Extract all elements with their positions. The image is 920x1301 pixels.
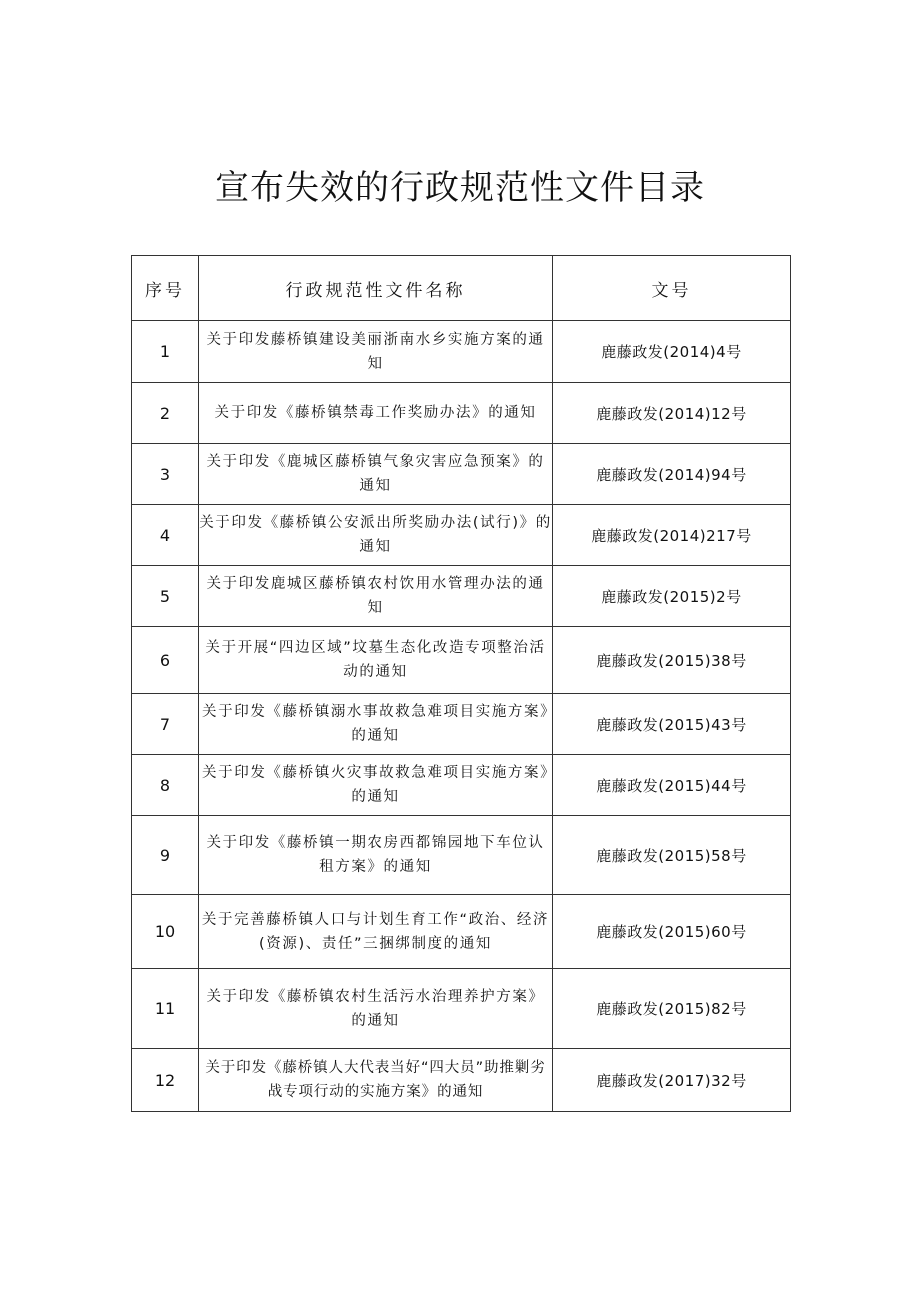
row-seq: 4	[132, 505, 199, 566]
row-seq: 10	[132, 895, 199, 969]
row-name: 关于印发藤桥镇建设美丽浙南水乡实施方案的通知	[199, 321, 553, 383]
row-number: 鹿藤政发(2015)38号	[553, 627, 791, 694]
document-table	[131, 255, 791, 1112]
row-number: 鹿藤政发(2015)58号	[553, 816, 791, 895]
row-number: 鹿藤政发(2015)60号	[553, 895, 791, 969]
header-seq: 序号	[132, 256, 199, 321]
table-row	[132, 505, 791, 566]
row-seq: 9	[132, 816, 199, 895]
header-number: 文号	[553, 256, 791, 321]
table-row	[132, 755, 791, 816]
row-number: 鹿藤政发(2017)32号	[553, 1049, 791, 1112]
table-row	[132, 1049, 791, 1112]
row-name: 关于印发《藤桥镇农村生活污水治理养护方案》的通知	[199, 969, 553, 1049]
row-number: 鹿藤政发(2014)12号	[553, 383, 791, 444]
row-name: 关于印发《藤桥镇一期农房西都锦园地下车位认租方案》的通知	[199, 816, 553, 895]
row-number: 鹿藤政发(2015)44号	[553, 755, 791, 816]
row-number: 鹿藤政发(2014)4号	[553, 321, 791, 383]
row-name: 关于印发《鹿城区藤桥镇气象灾害应急预案》的通知	[199, 444, 553, 505]
row-number: 鹿藤政发(2014)94号	[553, 444, 791, 505]
table-row	[132, 895, 791, 969]
row-name: 关于开展“四边区域”坟墓生态化改造专项整治活动的通知	[199, 627, 553, 694]
row-seq: 3	[132, 444, 199, 505]
row-name: 关于印发《藤桥镇公安派出所奖励办法(试行)》的通知	[199, 505, 553, 566]
table-row	[132, 566, 791, 627]
row-number: 鹿藤政发(2015)2号	[553, 566, 791, 627]
table-header-row	[132, 256, 791, 321]
row-name: 关于印发《藤桥镇火灾事故救急难项目实施方案》的通知	[199, 755, 553, 816]
row-number: 鹿藤政发(2015)43号	[553, 694, 791, 755]
row-name: 关于印发《藤桥镇禁毒工作奖励办法》的通知	[199, 383, 553, 444]
row-seq: 2	[132, 383, 199, 444]
row-number: 鹿藤政发(2015)82号	[553, 969, 791, 1049]
table-row	[132, 383, 791, 444]
row-seq: 7	[132, 694, 199, 755]
row-name: 关于印发《藤桥镇人大代表当好“四大员”助推剿劣战专项行动的实施方案》的通知	[199, 1049, 553, 1112]
row-seq: 5	[132, 566, 199, 627]
page-title: 宣布失效的行政规范性文件目录	[215, 168, 705, 208]
row-seq: 11	[132, 969, 199, 1049]
row-seq: 1	[132, 321, 199, 383]
table-row	[132, 444, 791, 505]
row-number: 鹿藤政发(2014)217号	[553, 505, 791, 566]
row-name: 关于印发鹿城区藤桥镇农村饮用水管理办法的通知	[199, 566, 553, 627]
row-name: 关于完善藤桥镇人口与计划生育工作“政治、经济(资源)、责任”三捆绑制度的通知	[199, 895, 553, 969]
table-row	[132, 969, 791, 1049]
table-row	[132, 694, 791, 755]
row-seq: 12	[132, 1049, 199, 1112]
row-seq: 6	[132, 627, 199, 694]
row-name: 关于印发《藤桥镇溺水事故救急难项目实施方案》的通知	[199, 694, 553, 755]
table-row	[132, 816, 791, 895]
table-row	[132, 321, 791, 383]
header-name: 行政规范性文件名称	[199, 256, 553, 321]
row-seq: 8	[132, 755, 199, 816]
table-row	[132, 627, 791, 694]
